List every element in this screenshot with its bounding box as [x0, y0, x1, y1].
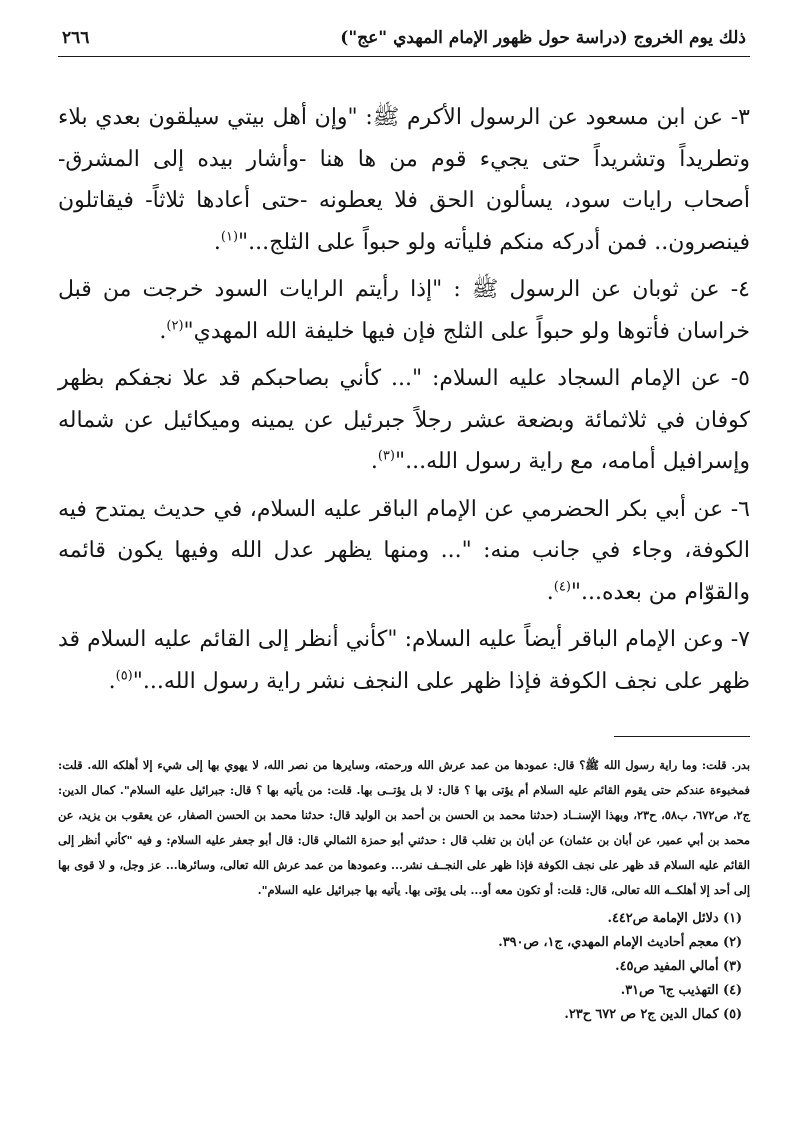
hadith-text: ٥- عن الإمام السجاد عليه السلام: "... كأني بصاحبكم قد علا نجفكم بظهر كوفان في ثلاثمائة وبضعة عشر رجلاً جبرئيل عن يمينه وميكائيل عن شماله وإسرافيل أمامه، مع راية رسول الله..." [58, 366, 750, 474]
hadith-text: ٧- وعن الإمام الباقر أيضاً عليه السلام: "كأني أنظر إلى القائم عليه السلام قد ظهر على نجف الكوفة فإذا ظهر على النجف نشر راية رسول الله..." [58, 627, 750, 694]
footnote-item: (١) دلائل الإمامة ص٤٤٢. [607, 911, 742, 926]
footnote-item: (٢) معجم أحاديث الإمام المهدي، ج١، ص٣٩٠. [498, 935, 742, 950]
footnote-ref: (٣) [377, 448, 395, 464]
footnote-ref: (٢) [166, 318, 184, 334]
page-number: ٢٦٦ [62, 28, 90, 48]
running-title: ذلك يوم الخروج (دراسة حول ظهور الإمام المهدي "عج") [340, 28, 746, 48]
footnote-item: (٤) التهذيب ج٦ ص٣١. [620, 983, 742, 998]
hadith-paragraph: ٤- عن ثوبان عن الرسول ﷺ : "إذا رأيتم الرايات السود خرجت من قبل خراسان فأتوها ولو حبواً على الثلج فإن فيها خليفة الله المهدي"$^{(٢)}$. [58, 277, 750, 344]
hadith-text: ٣- عن ابن مسعود عن الرسول الأكرم ﷺ: "وإن أهل بيتي سيلقون بعدي بلاء وتطريداً وتشريداً حتى يجيء قوم من ها هنا -وأشار بيده إلى المشرق- أصحاب رايات سود، يسألون الحق فلا يعطونه -حتى أعادها ثلاثاً- فيقاتلون فينصرون.. فمن أدركه منكم فليأته ولو حبواً على الثلج..." [58, 105, 750, 255]
footnote-ref: (٤) [553, 579, 571, 595]
hadith-paragraph: ٣- عن ابن مسعود عن الرسول الأكرم ﷺ: "وإن أهل بيتي سيلقون بعدي بلاء وتطريداً وتشريداً حتى يجيء قوم من ها هنا -وأشار بيده إلى المشرق- أصحاب رايات سود، يسألون الحق فلا يعطونه -حتى أعادها ثلاثاً- فيقاتلون فينصرون.. فمن أدركه منكم فليأته ولو حبواً على الثلج..."$^{(١)}$. [58, 105, 750, 255]
hadith-paragraph: ٧- وعن الإمام الباقر أيضاً عليه السلام: "كأني أنظر إلى القائم عليه السلام قد ظهر على نجف الكوفة فإذا ظهر على النجف نشر راية رسول الله..."$^{(٥)}$. [58, 627, 750, 694]
footnote-separator [614, 736, 750, 737]
main-text [58, 97, 750, 702]
book-page [58, 28, 750, 1027]
hadith-text: ٦- عن أبي بكر الحضرمي عن الإمام الباقر عليه السلام، في حديث يمتدح فيه الكوفة، وجاء في جانب منه: "... ومنها يظهر عدل الله وفيها يكون قائمه والقوّام من بعده..." [58, 496, 750, 605]
footnote-item: (٣) أمالي المفيد ص٤٥. [615, 959, 742, 974]
hadith-paragraph: ٥- عن الإمام السجاد عليه السلام: "... كأني بصاحبكم قد علا نجفكم بظهر كوفان في ثلاثمائة وبضعة عشر رجلاً جبرئيل عن يمينه وميكائيل عن شماله وإسرافيل أمامه، مع راية رسول الله..."$^{(٣)}$. [58, 366, 750, 474]
hadith-text: ٤- عن ثوبان عن الرسول ﷺ : "إذا رأيتم الرايات السود خرجت من قبل خراسان فأتوها ولو حبواً على الثلج فإن فيها خليفة الله المهدي" [58, 277, 750, 344]
footnotes-section [58, 753, 750, 1027]
hadith-paragraph: ٦- عن أبي بكر الحضرمي عن الإمام الباقر عليه السلام، في حديث يمتدح فيه الكوفة، وجاء في جانب منه: "... ومنها يظهر عدل الله وفيها يكون قائمه والقوّام من بعده..."$^{(٤)}$. [58, 496, 750, 605]
footnote-ref: (٥) [115, 668, 133, 684]
footnote-item: (٥) كمال الدين ج٢ ص ٦٧٢ ح٢٣. [564, 1007, 742, 1022]
page-header [58, 28, 750, 57]
footnote-continuation: بدر. قلت: وما راية رسول الله ﷺ؟ قال: عمودها من عمد عرش الله ورحمته، وسايرها من نصر الله، لا يهوي بها إلى شيء إلا أهلكه الله. قلت: فمخبوءة عندكم حتى يقوم القائم عليه السلام أم يؤتى بها ؟ قال: لا بل يؤتــى بها. قلت: من يأتيه بها ؟ قال: جبرائيل عليه السلام". كمال الدين: ج٢، ص٦٧٢، ب٥٨، ح٢٣، وبهذا الإسنــاد (حدثنا محمد بن الحسن بن أحمد بن الوليد قال: حدثنا محمد بن الحسن الصفار، عن يعقوب بن يزيد، عن محمد بن أبي عمير، عن أبان بن عثمان) عن أبان بن تغلب قال : حدثني أبو حمزة الثمالي قال: قال أبو جعفر عليه السلام: و فيه "كأني أنظر إلى القائم عليه السلام قد ظهر على نجف الكوفة فإذا ظهر على النجــف نشر... وعمودها من عمد عرش الله تعالى، وسائرها... عز وجل، و لا قوى بها إلى أحد إلا أهلكــه الله تعالى، قال: قلت: أو تكون معه أو... بلى يؤتى بها. يأتيه بها جبرائيل عليه السلام". [58, 758, 751, 897]
footnote-ref: (١) [220, 229, 239, 245]
